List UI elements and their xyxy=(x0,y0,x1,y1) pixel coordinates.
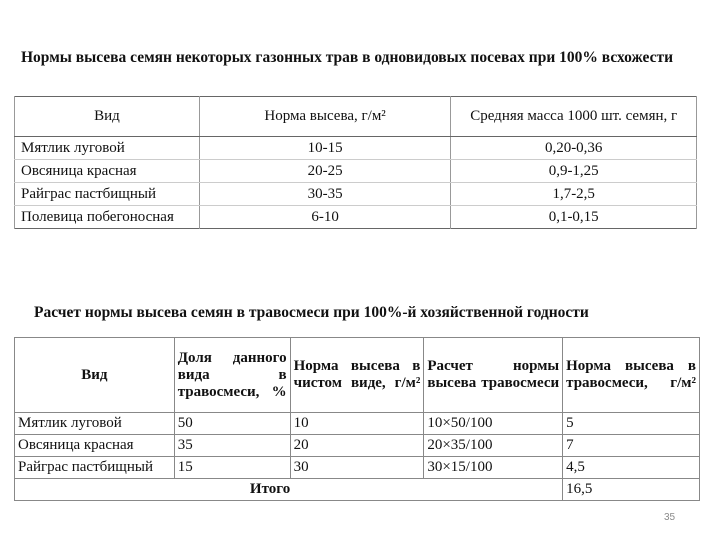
total-label: Итого xyxy=(15,479,563,501)
header-share-text: Доля данного вида в травосмеси, % xyxy=(177,349,287,400)
cell-pure-rate: 20 xyxy=(290,435,424,457)
table-header-row xyxy=(15,338,700,413)
cell-rate: 30-35 xyxy=(199,183,451,206)
header-kind: Вид xyxy=(15,338,175,413)
table-header-row xyxy=(15,97,697,137)
table-row xyxy=(15,183,697,206)
seed-rate-table xyxy=(14,96,697,229)
cell-mix-rate: 4,5 xyxy=(563,457,700,479)
cell-pure-rate: 10 xyxy=(290,413,424,435)
header-pure-rate xyxy=(290,338,424,413)
header-calc-text: Расчет нормы высева травосмеси xyxy=(427,358,560,391)
header-share xyxy=(174,338,290,413)
cell-rate: 10-15 xyxy=(199,137,451,160)
header-mass: Средняя масса 1000 шт. семян, г xyxy=(451,97,697,137)
cell-mass: 0,9-1,25 xyxy=(451,160,697,183)
page-number: 35 xyxy=(664,512,676,523)
header-calc xyxy=(424,338,563,413)
header-mix-rate xyxy=(563,338,700,413)
cell-share: 35 xyxy=(174,435,290,457)
cell-mix-rate: 5 xyxy=(563,413,700,435)
cell-calc: 20×35/100 xyxy=(424,435,563,457)
cell-mass: 0,20-0,36 xyxy=(451,137,697,160)
header-mix-rate-text: Норма высева в травосмеси, г/м² xyxy=(566,358,696,391)
total-value: 16,5 xyxy=(563,479,700,501)
cell-mass: 1,7-2,5 xyxy=(451,183,697,206)
cell-kind: Райграс пастбищный xyxy=(15,183,200,206)
cell-kind: Райграс пастбищный xyxy=(15,457,175,479)
cell-mass: 0,1-0,15 xyxy=(451,206,697,229)
total-row xyxy=(15,479,700,501)
table-row xyxy=(15,435,700,457)
cell-calc: 10×50/100 xyxy=(424,413,563,435)
header-rate: Норма высева, г/м² xyxy=(199,97,451,137)
cell-kind: Мятлик луговой xyxy=(15,137,200,160)
table-row xyxy=(15,413,700,435)
mixture-calc-table xyxy=(14,337,700,501)
cell-rate: 20-25 xyxy=(199,160,451,183)
cell-pure-rate: 30 xyxy=(290,457,424,479)
table1-title: Нормы высева семян некоторых газонных трав в одновидовых посевах при 100% всхожести xyxy=(21,49,674,66)
header-kind: Вид xyxy=(15,97,200,137)
cell-kind: Овсяница красная xyxy=(15,435,175,457)
cell-rate: 6-10 xyxy=(199,206,451,229)
cell-share: 15 xyxy=(174,457,290,479)
cell-mix-rate: 7 xyxy=(563,435,700,457)
cell-share: 50 xyxy=(174,413,290,435)
table-row xyxy=(15,206,697,229)
table-row xyxy=(15,457,700,479)
header-pure-rate-text: Норма высева в чистом виде, г/м² xyxy=(293,358,421,391)
cell-kind: Овсяница красная xyxy=(15,160,200,183)
table-row xyxy=(15,137,697,160)
cell-kind: Полевица побегоносная xyxy=(15,206,200,229)
cell-kind: Мятлик луговой xyxy=(15,413,175,435)
cell-calc: 30×15/100 xyxy=(424,457,563,479)
table-row xyxy=(15,160,697,183)
table2-title: Расчет нормы высева семян в травосмеси при 100%-й хозяйственной годности xyxy=(34,304,589,321)
